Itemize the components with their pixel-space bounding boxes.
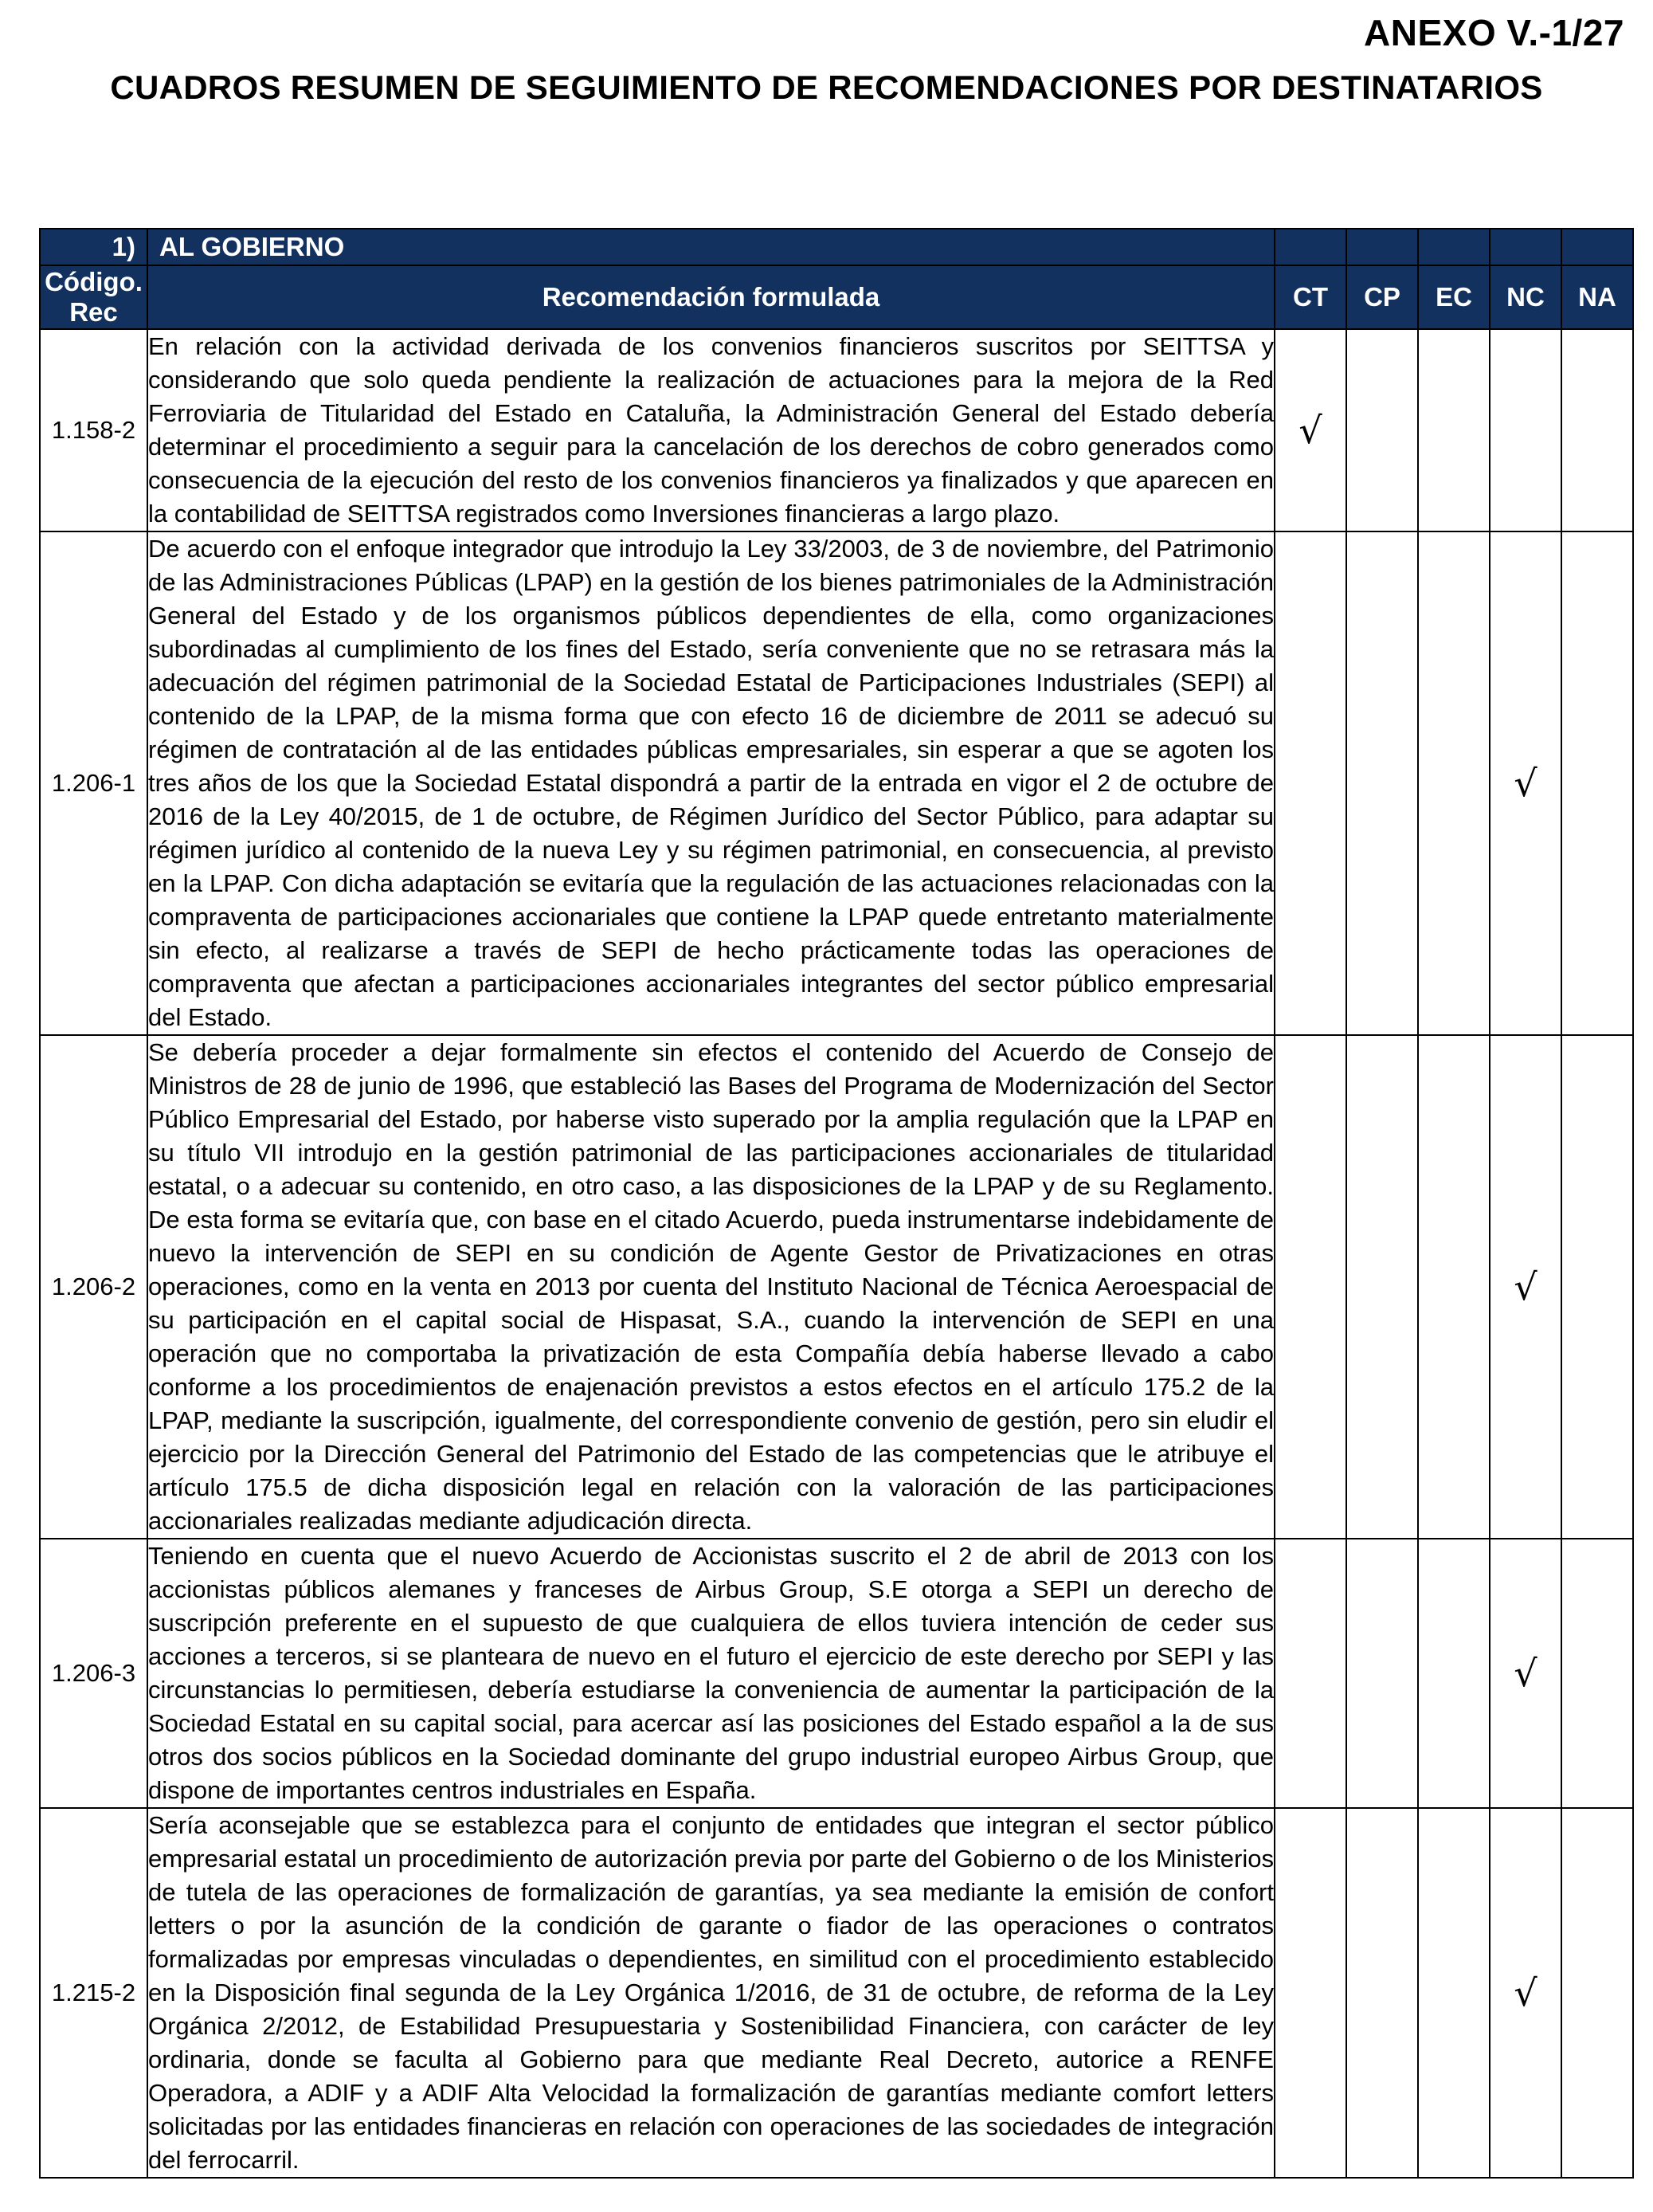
column-header-ec: EC — [1418, 265, 1490, 329]
status-cell-na — [1561, 531, 1633, 1035]
check-mark-icon: √ — [1514, 1652, 1537, 1695]
status-cell-ec — [1418, 329, 1490, 531]
check-mark-icon: √ — [1514, 1971, 1537, 2014]
recommendation-text: Sería aconsejable que se establezca para el conjunto de entidades que integran el sector público empresarial estatal un procedimiento de autorización previa por parte del Gobierno o de los Ministerios de tutela de las operaciones de formalización de garantías, ya sea mediante la emisión de confort letters o por la asunción de la condición de garante o fiador de las operaciones o contratos formalizadas por empresas vinculadas o dependientes, en similitud con el procedimiento establecido en la Disposición final segunda de la Ley Orgánica 1/2016, de 31 de octubre, de reforma de la Ley Orgánica 2/2012, de Estabilidad Presupuestaria y Sostenibilidad Financiera, con carácter de ley ordinaria, donde se faculta al Gobierno para que mediante Real Decreto, autorice a RENFE Operadora, a ADIF y a ADIF Alta Velocidad la formalización de garantías mediante comfort letters solicitadas por las entidades financieras en relación con operaciones de las sociedades de integración del ferrocarril. — [147, 1808, 1275, 2178]
status-cell-ec — [1418, 531, 1490, 1035]
recommendation-text: Teniendo en cuenta que el nuevo Acuerdo de Accionistas suscrito el 2 de abril de 2013 con los accionistas públicos alemanes y franceses de Airbus Group, S.E otorga a SEPI un derecho de suscripción preferente en el supuesto de que cualquiera de ellos tuviera intención de ceder sus acciones a terceros, si se planteara de nuevo en el futuro el ejercicio de este derecho por SEPI y las circunstancias lo permitiesen, debería estudiarse la conveniencia de aumentar la participación de la Sociedad Estatal en su capital social, para acercar así las posiciones del Estado español a la de sus otros dos socios públicos en la Sociedad dominante del grupo industrial europeo Airbus Group, que dispone de importantes centros industriales en España. — [147, 1539, 1275, 1808]
annex-number: ANEXO V.-1/27 — [1364, 12, 1624, 53]
status-cell-ct — [1275, 1808, 1346, 2178]
recommendation-text: De acuerdo con el enfoque integrador que introdujo la Ley 33/2003, de 3 de noviembre, del Patrimonio de las Administraciones Públicas (LPAP) en la gestión de los bienes patrimoniales de la Administración General del Estado y de los organismos públicos dependientes de ella, como organizaciones subordinadas al cumplimiento de los fines del Estado, sería conveniente que no se retrasara más la adecuación del régimen patrimonial de la Sociedad Estatal de Participaciones Industriales (SEPI) al contenido de la LPAP, de la misma forma que con efecto 16 de diciembre de 2011 se adecuó su régimen de contratación al de las entidades públicas empresariales, sin esperar a que se agoten los tres años de los que la Sociedad Estatal dispondrá a partir de la entrada en vigor el 2 de octubre de 2016 de la Ley 40/2015, de 1 de octubre, de Régimen Jurídico del Sector Público, para adaptar su régimen jurídico al contenido de la nueva Ley y su régimen patrimonial, en consecuencia, al previsto en la LPAP. Con dicha adaptación se evitaría que la regulación de las actuaciones relacionadas con la compraventa de participaciones accionariales que contiene la LPAP quede entretanto materialmente sin efecto, al realizarse a través de SEPI de hecho prácticamente todas las operaciones de compraventa que afectan a participaciones accionariales integrantes del sector público empresarial del Estado. — [147, 531, 1275, 1035]
status-cell-na — [1561, 1035, 1633, 1539]
status-cell-cp — [1346, 329, 1418, 531]
header-blank-cp — [1346, 229, 1418, 265]
column-header-cp: CP — [1346, 265, 1418, 329]
section-number: 1) — [40, 229, 147, 265]
status-cell-ct — [1275, 531, 1346, 1035]
section-header-row — [40, 229, 1633, 265]
status-cell-ct — [1275, 329, 1346, 531]
recommendation-code: 1.206-2 — [40, 1035, 147, 1539]
recommendations-table-container — [39, 228, 1632, 2179]
status-cell-nc — [1490, 329, 1561, 531]
status-cell-nc — [1490, 1035, 1561, 1539]
status-cell-ec — [1418, 1808, 1490, 2178]
column-header-row — [40, 265, 1633, 329]
recommendation-code: 1.206-3 — [40, 1539, 147, 1808]
page-title: CUADROS RESUMEN DE SEGUIMIENTO DE RECOMENDACIONES POR DESTINATARIOS — [110, 69, 1543, 106]
status-cell-ec — [1418, 1035, 1490, 1539]
status-cell-cp — [1346, 1539, 1418, 1808]
column-header-nc: NC — [1490, 265, 1561, 329]
section-title: AL GOBIERNO — [147, 229, 1275, 265]
header-blank-na — [1561, 229, 1633, 265]
status-cell-cp — [1346, 1035, 1418, 1539]
status-cell-ct — [1275, 1539, 1346, 1808]
check-mark-icon: √ — [1299, 409, 1322, 452]
status-cell-nc — [1490, 531, 1561, 1035]
column-header-code: Código. Rec — [40, 265, 147, 329]
header-blank-ec — [1418, 229, 1490, 265]
column-header-recommendation: Recomendación formulada — [147, 265, 1275, 329]
status-cell-ec — [1418, 1539, 1490, 1808]
column-header-ct: CT — [1275, 265, 1346, 329]
status-cell-na — [1561, 329, 1633, 531]
status-cell-nc — [1490, 1539, 1561, 1808]
table-row — [40, 531, 1633, 1035]
status-cell-na — [1561, 1539, 1633, 1808]
status-cell-nc — [1490, 1808, 1561, 2178]
header-blank-ct — [1275, 229, 1346, 265]
check-mark-icon: √ — [1514, 1265, 1537, 1308]
recommendation-code: 1.206-1 — [40, 531, 147, 1035]
table-row — [40, 329, 1633, 531]
table-row — [40, 1808, 1633, 2178]
table-row — [40, 1035, 1633, 1539]
header-blank-nc — [1490, 229, 1561, 265]
recommendation-code: 1.215-2 — [40, 1808, 147, 2178]
recommendation-code: 1.158-2 — [40, 329, 147, 531]
status-cell-ct — [1275, 1035, 1346, 1539]
status-cell-cp — [1346, 1808, 1418, 2178]
table-row — [40, 1539, 1633, 1808]
check-mark-icon: √ — [1514, 762, 1537, 805]
recommendation-text: Se debería proceder a dejar formalmente sin efectos el contenido del Acuerdo de Consejo de Ministros de 28 de junio de 1996, que estableció las Bases del Programa de Modernización del Sector Público Empresarial del Estado, por haberse visto superado por la amplia regulación que la LPAP en su título VII introdujo en la gestión patrimonial de las participaciones accionariales de titularidad estatal, o a adecuar su contenido, en otro caso, a las disposiciones de la LPAP y de su Reglamento. De esta forma se evitaría que, con base en el citado Acuerdo, pueda instrumentarse indebidamente de nuevo la intervención de SEPI en su condición de Agente Gestor de Privatizaciones en otras operaciones, como en la venta en 2013 por cuenta del Instituto Nacional de Técnica Aeroespacial de su participación en el capital social de Hispasat, S.A., cuando la intervención de SEPI en una operación que no comportaba la privatización de esta Compañía debía haberse llevado a cabo conforme a los procedimientos de enajenación previstos a estos efectos en el artículo 175.2 de la LPAP, mediante la suscripción, igualmente, del correspondiente convenio de gestión, pero sin eludir el ejercicio por la Dirección General del Patrimonio del Estado de las competencias que le atribuye el artículo 175.5 de dicha disposición legal en relación con la valoración de las participaciones accionariales realizadas mediante adjudicación directa. — [147, 1035, 1275, 1539]
column-header-na: NA — [1561, 265, 1633, 329]
status-cell-cp — [1346, 531, 1418, 1035]
recommendations-table — [39, 228, 1634, 2179]
recommendation-text: En relación con la actividad derivada de los convenios financieros suscritos por SEITTSA y considerando que solo queda pendiente la realización de actuaciones para la mejora de la Red Ferroviaria de Titularidad del Estado en Cataluña, la Administración General del Estado debería determinar el procedimiento a seguir para la cancelación de los derechos de cobro generados como consecuencia de la ejecución del resto de los convenios financieros ya finalizados y que aparecen en la contabilidad de SEITTSA registrados como Inversiones financieras a largo plazo. — [147, 329, 1275, 531]
status-cell-na — [1561, 1808, 1633, 2178]
